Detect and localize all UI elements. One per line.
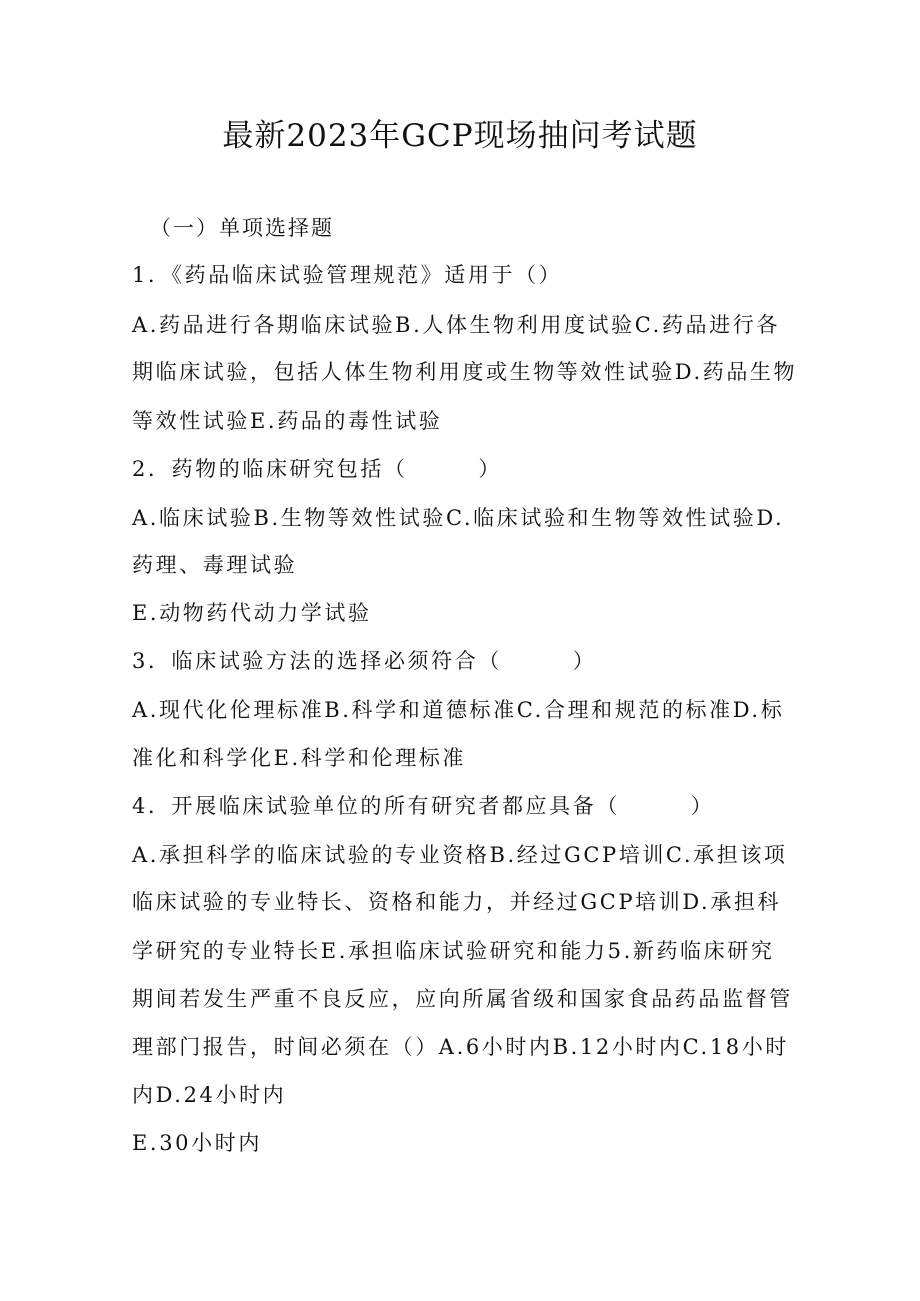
page-title: 最新2023年GCP现场抽问考试题 <box>222 118 698 154</box>
question-4-options-line-1: A.承担科学的临床试验的专业资格B.经过GCP培训C.承担该项 <box>132 843 788 867</box>
question-5-options-line-1: 内D.24小时内 <box>132 1083 287 1107</box>
question-1-options-line-1: A.药品进行各期临床试验B.人体生物利用度试验C.药品进行各 <box>132 313 780 337</box>
question-1-options-line-3: 等效性试验E.药品的毒性试验 <box>132 409 443 433</box>
question-3-options-line-1: A.现代化伦理标准B.科学和道德标准C.合理和规范的标准D.标 <box>132 698 785 722</box>
question-4-stem: 4．开展临床试验单位的所有研究者都应具备（ ） <box>132 794 715 818</box>
question-2-options-line-1: A.临床试验B.生物等效性试验C.临床试验和生物等效性试验D. <box>132 506 785 530</box>
question-2-options-line-3: E.动物药代动力学试验 <box>132 601 372 625</box>
question-3-options-line-2: 准化和科学化E.科学和伦理标准 <box>132 746 467 770</box>
question-5-stem-line-2: 理部门报告，时间必须在（）A.6小时内B.12小时内C.18小时 <box>132 1035 789 1059</box>
question-5-stem-line-1: 期间若发生严重不良反应，应向所属省级和国家食品药品监督管 <box>132 987 793 1011</box>
question-2-options-line-2: 药理、毒理试验 <box>132 553 298 577</box>
question-5-options-line-2: E.30小时内 <box>132 1131 262 1155</box>
question-1-options-line-2: 期临床试验，包括人体生物利用度或生物等效性试验D.药品生物 <box>132 360 798 384</box>
question-4-options-line-3: 学研究的专业特长E.承担临床试验研究和能力5.新药临床研究 <box>132 939 775 963</box>
question-1-stem: 1．《药品临床试验管理规范》适用于（） <box>132 263 563 287</box>
question-4-options-line-2: 临床试验的专业特长、资格和能力，并经过GCP培训D.承担科 <box>132 890 782 914</box>
question-3-stem: 3．临床试验方法的选择必须符合（ ） <box>132 649 597 673</box>
section-heading: （一）单项选择题 <box>150 216 334 240</box>
question-2-stem: 2．药物的临床研究包括（ ） <box>132 457 502 481</box>
